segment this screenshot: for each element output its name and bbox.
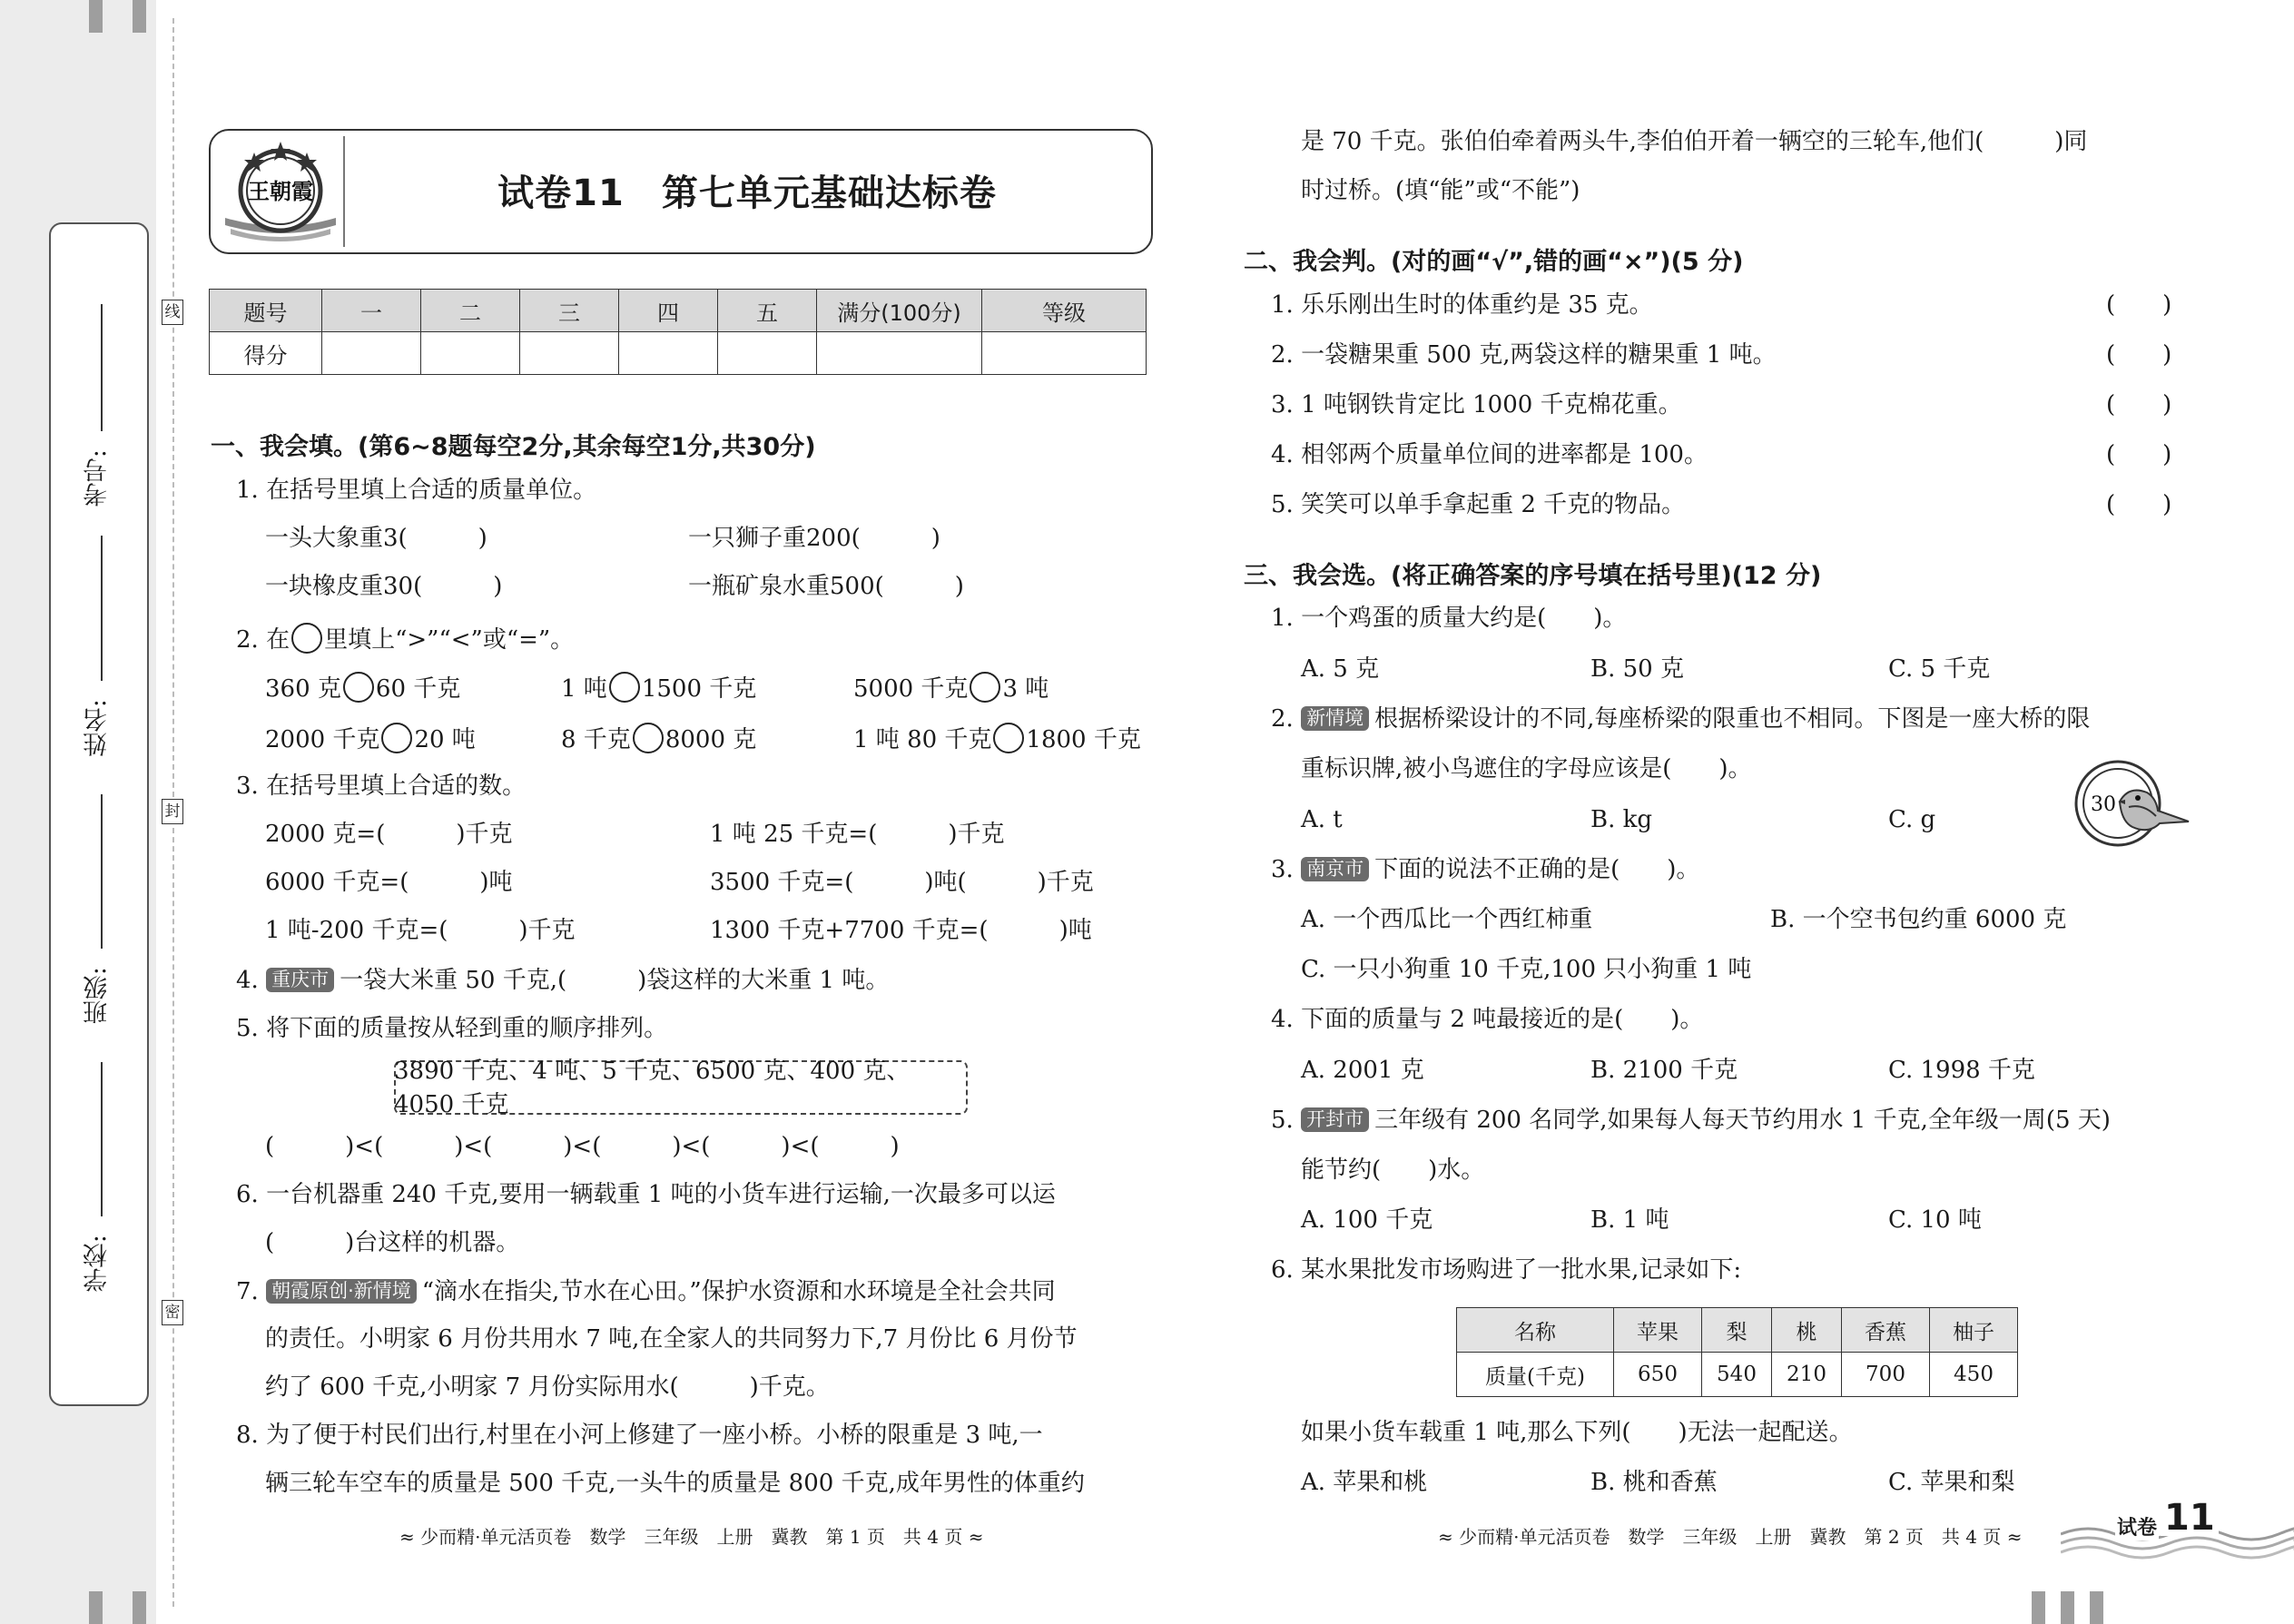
q8-line2: 辆三轮车空车的质量是 500 千克,一头牛的质量是 800 千克,成年男性的体重约 xyxy=(265,1470,1085,1497)
bridge-sign-bird-icon xyxy=(2072,758,2196,849)
choice-q3 xyxy=(1271,857,1699,881)
region-badge: 重庆市 xyxy=(266,968,334,992)
cut-mark-feng: 封 xyxy=(162,799,183,824)
fruit-header-cell: 桃 xyxy=(1772,1308,1842,1353)
judge-answer-box[interactable]: ( ) xyxy=(2106,341,2172,369)
choice-q5-line1 xyxy=(1271,1107,2111,1132)
score-header-cell: 等级 xyxy=(982,290,1147,332)
q8-line1: 8. 为了便于村民们出行,村里在小河上修建了一座小桥。小桥的限重是 3 吨,一 xyxy=(236,1422,1043,1449)
fruit-value-cell: 700 xyxy=(1842,1353,1930,1397)
q4-text: 一袋大米重 50 千克,( )袋这样的大米重 1 吨。 xyxy=(340,967,890,994)
score-header-cell: 五 xyxy=(718,290,817,332)
choice-q6-question: 如果小货车载重 1 吨,那么下列( )无法一起配送。 xyxy=(1301,1419,1853,1446)
compare-circle-icon[interactable] xyxy=(381,723,412,753)
score-header-cell: 三 xyxy=(520,290,619,332)
option[interactable]: B. 1 吨 xyxy=(1590,1206,1669,1234)
q1-item: 一瓶矿泉水重500( ) xyxy=(688,573,964,600)
score-table xyxy=(209,289,1147,375)
score-cell[interactable] xyxy=(817,332,982,375)
new-context-badge: 新情境 xyxy=(1301,706,1369,731)
cut-mark-mi: 密 xyxy=(162,1300,183,1325)
compare-circle-icon[interactable] xyxy=(633,723,664,753)
option[interactable]: C. g xyxy=(1888,806,1936,833)
q3-item: 1 吨 25 千克=( )千克 xyxy=(710,821,1005,848)
page-title: 试卷11 第七单元基础达标卷 xyxy=(497,172,997,214)
judge-answer-box[interactable]: ( ) xyxy=(2106,441,2172,468)
exam-number-line[interactable] xyxy=(101,304,103,431)
option[interactable]: C. 苹果和梨 xyxy=(1888,1469,2015,1496)
score-header-cell: 二 xyxy=(421,290,520,332)
fruit-value-cell: 210 xyxy=(1772,1353,1842,1397)
option[interactable]: B. 50 克 xyxy=(1590,655,1684,683)
q3-item: 6000 千克=( )吨 xyxy=(265,869,513,896)
choice-q2-line2: 重标识牌,被小鸟遮住的字母应该是( )。 xyxy=(1301,755,1752,782)
score-row-label: 得分 xyxy=(210,332,322,375)
option[interactable]: B. 2100 千克 xyxy=(1590,1057,1738,1084)
option[interactable]: A. 苹果和桃 xyxy=(1301,1469,1428,1496)
c3-text: 下面的说法不正确的是( )。 xyxy=(1374,856,1700,883)
cut-mark-xian: 线 xyxy=(162,300,183,325)
fruit-header-cell: 名称 xyxy=(1457,1308,1614,1353)
fruit-value-cell: 质量(千克) xyxy=(1457,1353,1614,1397)
footer-right: ≈ 少而精·单元活页卷 数学 三年级 上册 冀教 第 2 页 共 4 页 ≈ xyxy=(1438,1526,2023,1548)
option[interactable]: A. t xyxy=(1301,806,1343,833)
option[interactable]: B. kg xyxy=(1590,806,1653,833)
option[interactable]: B. 桃和香蕉 xyxy=(1590,1469,1718,1496)
section-3-heading: 三、我会选。(将正确答案的序号填在括号里)(12 分) xyxy=(1244,562,1822,590)
class-label: 班级: xyxy=(84,967,112,1025)
option[interactable]: C. 1998 千克 xyxy=(1888,1057,2035,1084)
weights-list: 3890 千克、4 吨、5 千克、6500 克、400 克、4050 千克 xyxy=(394,1058,911,1118)
option[interactable]: B. 一个空书包约重 6000 克 xyxy=(1770,906,2067,933)
score-cell[interactable] xyxy=(718,332,817,375)
judge-item: 1. 乐乐刚出生时的体重约是 35 克。 xyxy=(1271,291,1653,319)
q2-item: 1 吨 1500 千克 xyxy=(561,672,756,703)
q3-item: 1 吨-200 千克=( )千克 xyxy=(265,917,576,944)
choice-q6-stem: 6. 某水果批发市场购进了一批水果,记录如下: xyxy=(1271,1256,1742,1284)
judge-answer-box[interactable]: ( ) xyxy=(2106,391,2172,418)
option[interactable]: C. 10 吨 xyxy=(1888,1206,1982,1234)
q7-line3: 约了 600 千克,小明家 7 月份实际用水( )千克。 xyxy=(265,1373,830,1401)
q4 xyxy=(236,968,889,992)
class-line[interactable] xyxy=(101,794,103,949)
logo-text: 王朝霞 xyxy=(248,178,313,204)
option[interactable]: A. 2001 克 xyxy=(1301,1057,1424,1084)
footer-left: ≈ 少而精·单元活页卷 数学 三年级 上册 冀教 第 1 页 共 4 页 ≈ xyxy=(399,1526,984,1548)
choice-q2-line1 xyxy=(1271,706,2090,731)
q7-line2: 的责任。小明家 6 月份共用水 7 吨,在全家人的共同努力下,7 月份比 6 月份节 xyxy=(265,1325,1078,1353)
compare-circle-icon[interactable] xyxy=(609,672,640,703)
fruit-header-cell: 苹果 xyxy=(1614,1308,1702,1353)
option[interactable]: A. 5 克 xyxy=(1301,655,1380,683)
fruit-value-cell: 650 xyxy=(1614,1353,1702,1397)
q2-item: 5000 千克 3 吨 xyxy=(853,672,1049,703)
section-2-heading: 二、我会判。(对的画“√”,错的画“×”)(5 分) xyxy=(1244,248,1744,276)
region-badge: 南京市 xyxy=(1301,857,1369,881)
q5-order-blanks: ( )<( )<( )<( )<( )<( ) xyxy=(265,1133,900,1160)
q2-item: 2000 千克 20 吨 xyxy=(265,723,476,753)
school-line[interactable] xyxy=(101,1062,103,1216)
q2-stem xyxy=(236,623,574,654)
judge-item: 3. 1 吨钢铁肯定比 1000 千克棉花重。 xyxy=(1271,391,1682,418)
c5-text: 三年级有 200 名同学,如果每人每天节约用水 1 千克,全年级一周(5 天) xyxy=(1374,1107,2111,1134)
q3-item: 2000 克=( )千克 xyxy=(265,821,513,848)
c5-number: 5. xyxy=(1271,1107,1294,1134)
q1-stem: 1. 在括号里填上合适的质量单位。 xyxy=(236,477,597,504)
q1-item: 一头大象重3( ) xyxy=(265,525,487,552)
judge-item: 2. 一袋糖果重 500 克,两袋这样的糖果重 1 吨。 xyxy=(1271,341,1777,369)
score-cell[interactable] xyxy=(619,332,718,375)
q8-line4: 时过桥。(填“能”或“不能”) xyxy=(1301,177,1580,204)
region-badge: 开封市 xyxy=(1301,1107,1369,1132)
q2-item: 360 克 60 千克 xyxy=(265,672,460,703)
fruit-value-cell: 540 xyxy=(1702,1353,1772,1397)
option[interactable]: C. 一只小狗重 10 千克,100 只小狗重 1 吨 xyxy=(1301,956,1752,983)
corner-number: 11 xyxy=(2161,1500,2219,1536)
q7-line1 xyxy=(236,1279,1056,1304)
q8-line3: 是 70 千克。张伯伯牵着两头牛,李伯伯开着一辆空的三轮车,他们( )同 xyxy=(1301,128,2088,155)
fruit-header-cell: 香蕉 xyxy=(1842,1308,1930,1353)
exam-number-label: 考号: xyxy=(84,449,112,507)
judge-answer-box[interactable]: ( ) xyxy=(2106,491,2172,518)
score-header-cell: 一 xyxy=(322,290,421,332)
school-label: 学校: xyxy=(84,1235,112,1293)
publisher-logo-icon xyxy=(218,134,343,248)
q2-stem-post: 里填上“>”“<”或“=”。 xyxy=(324,626,575,654)
q6-line1: 6. 一台机器重 240 千克,要用一辆载重 1 吨的小货车进行运输,一次最多可以运 xyxy=(236,1181,1056,1208)
q2-item: 8 千克 8000 克 xyxy=(561,723,756,753)
judge-answer-box[interactable]: ( ) xyxy=(2106,291,2172,319)
q5-stem: 5. 将下面的质量按从轻到重的顺序排列。 xyxy=(236,1015,668,1042)
compare-circle-icon xyxy=(291,623,322,654)
q6-line2: ( )台这样的机器。 xyxy=(265,1229,520,1256)
choice-q1: 1. 一个鸡蛋的质量大约是( )。 xyxy=(1271,605,1627,632)
judge-item: 5. 笑笑可以单手拿起重 2 千克的物品。 xyxy=(1271,491,1686,518)
original-badge: 朝霞原创·新情境 xyxy=(266,1279,417,1304)
q3-stem: 3. 在括号里填上合适的数。 xyxy=(236,773,527,800)
q1-item: 一只狮子重200( ) xyxy=(688,525,940,552)
score-header-cell: 满分(100分) xyxy=(817,290,982,332)
option[interactable]: A. 一个西瓜比一个西红柿重 xyxy=(1301,906,1593,933)
q3-item: 1300 千克+7700 千克=( )吨 xyxy=(710,917,1092,944)
fruit-value-cell: 450 xyxy=(1930,1353,2018,1397)
sign-number: 30 xyxy=(2091,793,2116,816)
name-label: 姓名: xyxy=(84,699,112,757)
score-cell[interactable] xyxy=(421,332,520,375)
q2-item: 1 吨 80 千克 1800 千克 xyxy=(853,723,1141,753)
score-header-cell: 题号 xyxy=(210,290,322,332)
q2-stem-pre: 2. 在 xyxy=(236,626,290,654)
c2-number: 2. xyxy=(1271,705,1294,733)
compare-circle-icon[interactable] xyxy=(970,672,1000,703)
score-cell[interactable] xyxy=(520,332,619,375)
choice-q5-line2: 能节约( )水。 xyxy=(1301,1156,1485,1184)
name-line[interactable] xyxy=(101,536,103,681)
q4-number: 4. xyxy=(236,967,259,994)
section-1-heading: 一、我会填。(第6~8题每空2分,其余每空1分,共30分) xyxy=(211,433,816,461)
fruit-header-cell: 柚子 xyxy=(1930,1308,2018,1353)
choice-q4: 4. 下面的质量与 2 吨最接近的是( )。 xyxy=(1271,1006,1704,1033)
q7-text: “滴水在指尖,节水在心田。”保护水资源和水环境是全社会共同 xyxy=(421,1278,1056,1305)
c3-number: 3. xyxy=(1271,856,1294,883)
option[interactable]: A. 100 千克 xyxy=(1301,1206,1433,1234)
score-header-cell: 四 xyxy=(619,290,718,332)
score-cell[interactable] xyxy=(322,332,421,375)
fruit-header-cell: 梨 xyxy=(1702,1308,1772,1353)
judge-item: 4. 相邻两个质量单位间的进率都是 100。 xyxy=(1271,441,1708,468)
compare-circle-icon[interactable] xyxy=(343,672,374,703)
score-cell[interactable] xyxy=(982,332,1147,375)
compare-circle-icon[interactable] xyxy=(993,723,1024,753)
q1-item: 一块橡皮重30( ) xyxy=(265,573,503,600)
corner-label: 试卷 xyxy=(2115,1512,2159,1540)
q3-item: 3500 千克=( )吨( )千克 xyxy=(710,869,1094,896)
student-info-box xyxy=(49,222,149,1406)
fruit-table xyxy=(1456,1307,2018,1397)
c2-text: 根据桥梁设计的不同,每座桥梁的限重也不相同。下图是一座大桥的限 xyxy=(1374,705,2091,733)
option[interactable]: C. 5 千克 xyxy=(1888,655,1991,683)
q7-number: 7. xyxy=(236,1278,259,1305)
